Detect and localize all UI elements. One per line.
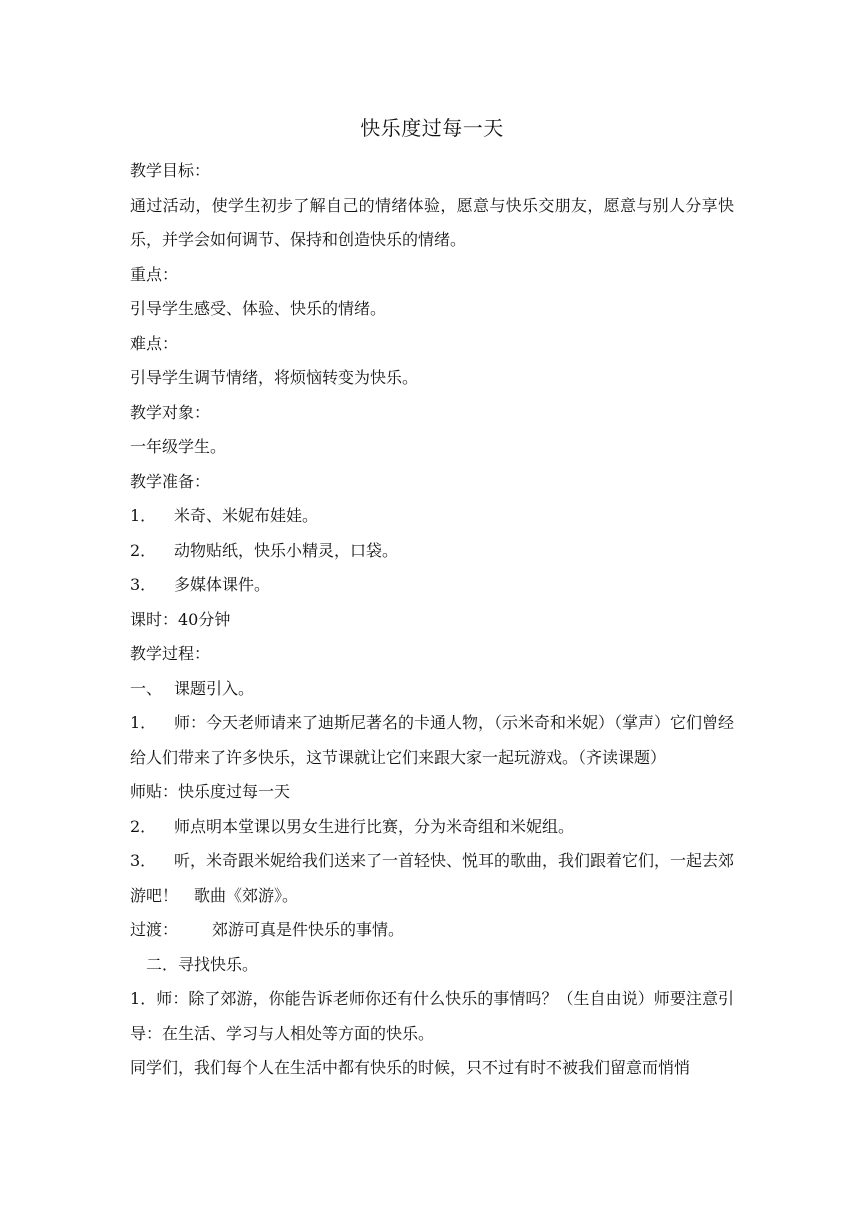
prep-item-number: 3． [130, 575, 157, 594]
prep-item-text: 米奇、米妮布娃娃。 [174, 506, 319, 525]
document-body [130, 116, 734, 1086]
transition-text: 郊游可真是件快乐的事情。 [212, 920, 405, 939]
step-number: 2． [130, 816, 157, 836]
prep-item-number: 1． [130, 506, 157, 525]
board-note: 师贴：快乐度过每一天 [130, 782, 291, 801]
prep-item [130, 534, 734, 569]
prep-item [130, 568, 734, 603]
step-text: 师：今天老师请来了迪斯尼著名的卡通人物，（示米奇和米妮）（掌声）它们曾经给人们带来了许多快乐，这节课就让它们来跟大家一起玩游戏。（齐读课题） [130, 713, 735, 767]
prep-item-text: 多媒体课件。 [174, 575, 271, 594]
step-number: 1． [130, 713, 157, 732]
prep-item-text: 动物贴纸，快乐小精灵，口袋。 [174, 540, 399, 560]
part1-heading [130, 672, 734, 707]
transition-label: 过渡： [130, 920, 179, 939]
process-heading: 教学过程： [130, 644, 211, 663]
closing-text: 同学们，我们每个人在生活中都有快乐的时候，只不过有时不被我们留意而悄悄 [130, 1058, 691, 1077]
step-2 [130, 810, 734, 845]
key-heading: 重点： [130, 264, 179, 284]
step-text: 师点明本堂课以男女生进行比赛，分为米奇组和米妮组。 [174, 816, 575, 836]
step-number: 3． [130, 851, 157, 870]
difficulty-heading: 难点： [130, 333, 179, 353]
prep-item [130, 499, 734, 534]
document-title: 快乐度过每一天 [360, 116, 504, 140]
prep-heading: 教学准备： [130, 471, 211, 491]
target-text: 一年级学生。 [130, 437, 227, 456]
prep-item-number: 2． [130, 540, 157, 560]
part2-heading: 二．寻找快乐。 [146, 954, 259, 974]
goal-text: 通过活动，使学生初步了解自己的情绪体验，愿意与快乐交朋友，愿意与别人分享快乐，并学会如何调节、保持和创造快乐的情绪。 [130, 195, 734, 249]
key-text: 引导学生感受、体验、快乐的情绪。 [130, 299, 387, 318]
part2-step-1: 1．师：除了郊游，你能告诉老师你还有什么快乐的事情吗？（生自由说）师要注意引导：在生活、学习与人相处等方面的快乐。 [130, 989, 734, 1043]
step-text: 听，米奇跟米妮给我们送来了一首轻快、悦耳的歌曲，我们跟着它们，一起去郊游吧！ 歌曲《郊游》。 [130, 851, 735, 905]
duration-line: 课时：40分钟 [130, 609, 231, 629]
step-3 [130, 844, 734, 913]
part1-title: 课题引入。 [174, 678, 255, 698]
goal-heading: 教学目标： [130, 161, 211, 180]
step-1 [130, 706, 734, 775]
transition-line [130, 913, 734, 948]
target-heading: 教学对象： [130, 402, 211, 422]
difficulty-text: 引导学生调节情绪，将烦恼转变为快乐。 [130, 368, 419, 387]
part1-number: 一、 [130, 678, 163, 698]
